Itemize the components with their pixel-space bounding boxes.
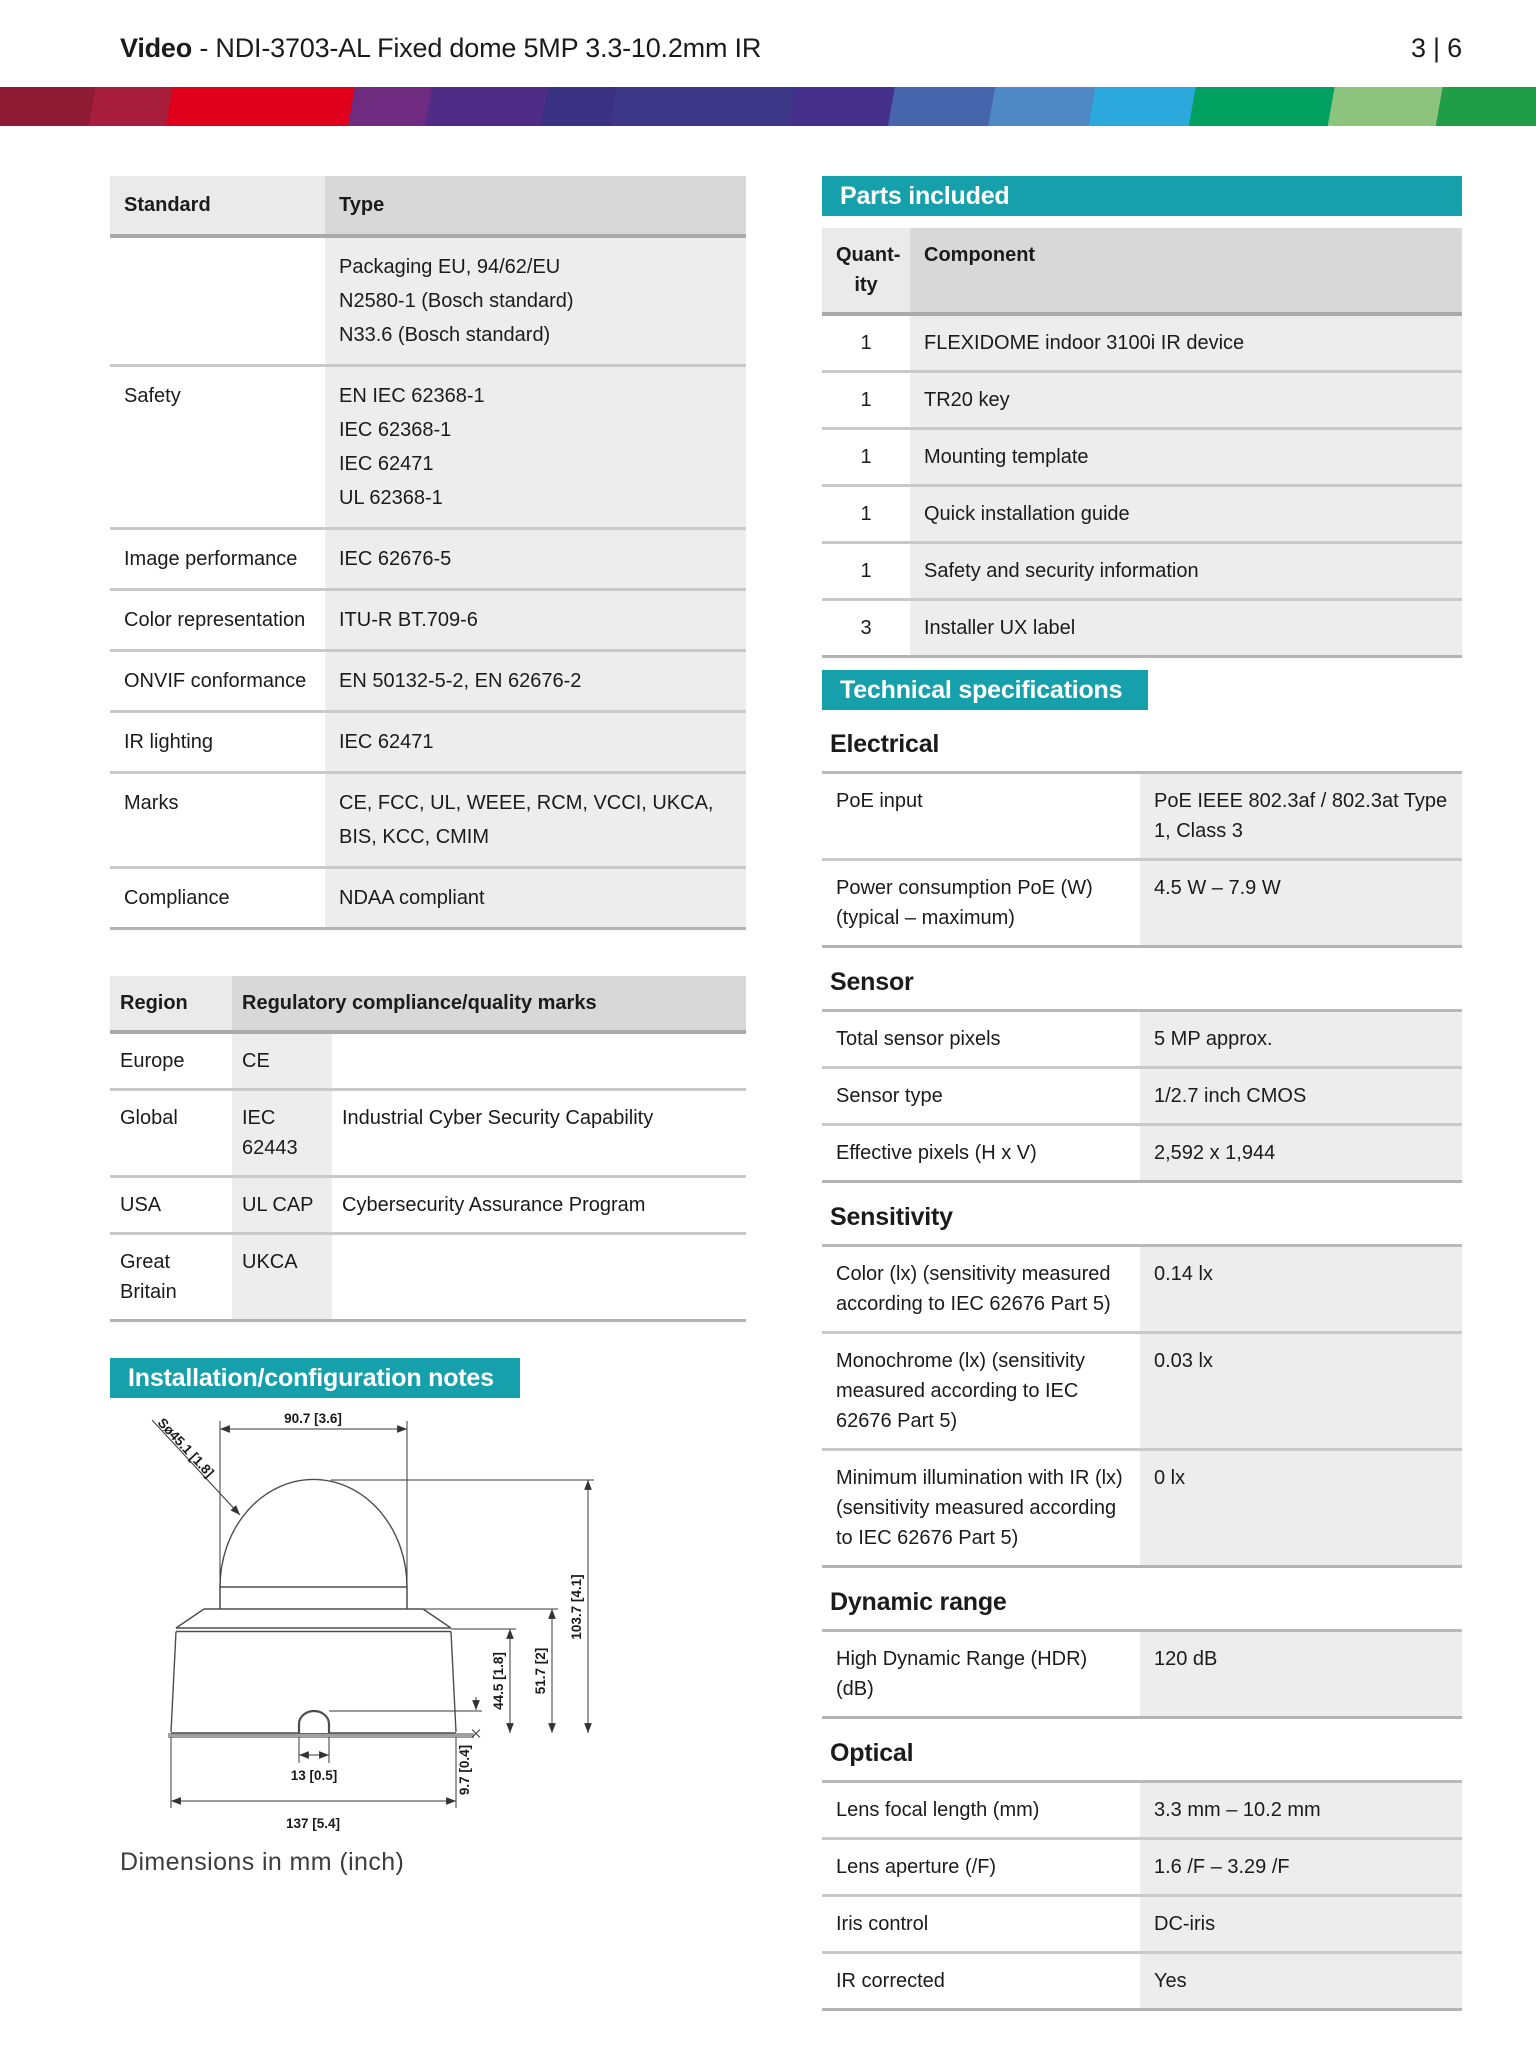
spec-table-dynamic-range [822,1629,1462,1719]
part-quantity: 1 [860,560,872,582]
dimension-lines [152,1420,594,1808]
dim-body-height: 44.5 [1.8] [491,1652,506,1710]
row-value: EN 50132-5-2, EN 62676-2 [325,652,746,710]
spec-label: Color (lx) (sensitivity measured according to IEC 62676 Part 5) [836,1263,1111,1315]
spec-value: 120 dB [1140,1632,1462,1716]
region-mark: UKCA [232,1235,332,1319]
spec-label: IR corrected [836,1970,945,1992]
section-heading-dynamic-range: Dynamic range [830,1588,1007,1616]
page-number: 3 | 6 [1410,33,1462,63]
parts-included-band: Parts included [822,176,1462,216]
region-mark: CE [232,1034,332,1088]
table-row [110,652,746,713]
dim-dome-diameter: Sø45.1 [1.8] [154,1415,217,1481]
row-value: ITU-R BT.709-6 [325,591,746,649]
part-quantity: 1 [860,446,872,468]
spec-value: 5 MP approx. [1140,1012,1462,1066]
table-row [110,591,746,652]
spec-value: 2,592 x 1,944 [1140,1126,1462,1180]
table-row [110,1091,746,1178]
brand-stripe [0,87,1536,126]
table-row [110,774,746,869]
table-row [110,713,746,774]
spec-row [822,1012,1462,1069]
spec-row [822,774,1462,861]
row-value: IEC 62471 [325,713,746,771]
dim-dome-width: 90.7 [3.6] [284,1412,342,1426]
spec-row [822,1451,1462,1568]
dim-total-height: 103.7 [4.1] [569,1574,584,1640]
section-heading-electrical: Electrical [830,730,940,758]
spec-label: Total sensor pixels [836,1028,1001,1050]
spec-value: PoE IEEE 802.3af / 802.3at Type 1, Class 3 [1140,774,1462,858]
parts-table-header [822,228,1462,316]
column-header: Type [325,176,746,234]
spec-row [822,1954,1462,2011]
spec-row [822,1247,1462,1334]
spec-row [822,1069,1462,1126]
spec-row [822,1632,1462,1719]
spec-value: 4.5 W – 7.9 W [1140,861,1462,945]
part-component: Quick installation guide [910,487,1462,541]
row-label: Safety [124,385,181,407]
spec-value: 3.3 mm – 10.2 mm [1140,1783,1462,1837]
table-row [110,530,746,591]
dim-base-height: 9.7 [0.4] [457,1744,472,1796]
dim-cable-width: 13 [0.5] [290,1768,338,1783]
document-product-name: - NDI-3703-AL Fixed dome 5MP 3.3-10.2mm IR [199,33,762,63]
region-mark: UL CAP [232,1178,332,1232]
installation-notes-band: Installation/configuration notes [110,1358,520,1398]
part-component: Installer UX label [910,601,1462,655]
technical-specifications-band: Technical specifications [822,670,1148,710]
column-header-component: Component [910,228,1462,312]
part-quantity: 3 [860,617,872,639]
row-label [110,238,325,364]
spec-label: PoE input [836,790,923,812]
spec-label: Lens aperture (/F) [836,1856,997,1878]
part-quantity: 1 [860,332,872,354]
section-heading-sensitivity: Sensitivity [830,1203,953,1231]
region-description [332,1034,746,1088]
row-value: CE, FCC, UL, WEEE, RCM, VCCI, UKCA, BIS, KCC, CMIM [325,774,746,866]
parts-table [822,228,1462,658]
region-name: Europe [120,1050,185,1072]
row-label: Color representation [124,609,306,631]
standards-table-header [110,176,746,238]
row-label: ONVIF conformance [124,670,307,692]
region-mark: IEC 62443 [232,1091,332,1175]
spec-label: Monochrome (lx) (sensitivity measured according to IEC 62676 Part 5) [836,1350,1085,1432]
dimension-drawing [112,1412,742,1844]
region-description: Cybersecurity Assurance Program [342,1194,646,1216]
table-row [822,601,1462,658]
spec-label: Iris control [836,1913,929,1935]
column-header: Standard [110,176,325,234]
part-quantity: 1 [860,503,872,525]
spec-label: Minimum illumination with IR (lx) (sensitivity measured according to IEC 62676 Part 5) [836,1467,1123,1549]
left-column [110,176,746,1877]
dim-upper-height: 51.7 [2] [533,1647,548,1695]
column-header-quantity: Quant- ity [822,228,910,312]
spec-label: High Dynamic Range (HDR) (dB) [836,1648,1088,1700]
region-name: USA [120,1194,162,1216]
section-heading-sensor: Sensor [830,968,914,996]
table-row [822,430,1462,487]
column-header: Region [110,976,232,1030]
region-description [332,1235,746,1319]
table-row [822,373,1462,430]
section-heading-optical: Optical [830,1739,914,1767]
table-row [822,316,1462,373]
spec-row [822,1126,1462,1183]
spec-table-optical [822,1780,1462,2011]
part-component: FLEXIDOME indoor 3100i IR device [910,316,1462,370]
spec-row [822,861,1462,948]
table-row [110,1178,746,1235]
row-value: NDAA compliant [325,869,746,927]
right-column [822,176,1462,2011]
column-header: Regulatory compliance/quality marks [232,976,746,1030]
standards-table [110,176,746,930]
table-row [110,1034,746,1091]
table-row [110,1235,746,1322]
spec-value: DC-iris [1140,1897,1462,1951]
spec-value: Yes [1140,1954,1462,2008]
table-row [822,544,1462,601]
table-row [110,238,746,367]
row-label: Marks [124,792,179,814]
part-component: TR20 key [910,373,1462,427]
regions-table [110,976,746,1322]
dim-base-width: 137 [5.4] [285,1816,341,1831]
row-label: Image performance [124,548,298,570]
spec-table-electrical [822,771,1462,948]
row-label: IR lighting [124,731,213,753]
spec-value: 0.14 lx [1140,1247,1462,1331]
row-values: Packaging EU, 94/62/EU N2580-1 (Bosch standard) N33.6 (Bosch standard) [325,238,746,364]
row-label: Compliance [124,887,230,909]
document-header [120,33,1462,64]
spec-row [822,1840,1462,1897]
table-row [110,367,746,530]
region-name: Global [120,1107,178,1129]
spec-value: 0 lx [1140,1451,1462,1565]
spec-value: 1.6 /F – 3.29 /F [1140,1840,1462,1894]
spec-table-sensor [822,1009,1462,1183]
camera-outline [168,1479,474,1735]
part-component: Safety and security information [910,544,1462,598]
spec-row [822,1897,1462,1954]
table-row [822,487,1462,544]
row-values: EN IEC 62368-1 IEC 62368-1 IEC 62471 UL 62368-1 [325,367,746,527]
part-quantity: 1 [860,389,872,411]
document-category: Video [120,33,193,63]
region-description: Industrial Cyber Security Capability [342,1107,654,1129]
part-component: Mounting template [910,430,1462,484]
document-title [120,33,761,64]
spec-label: Effective pixels (H x V) [836,1142,1037,1164]
table-row [110,869,746,930]
regions-table-header [110,976,746,1034]
spec-label: Sensor type [836,1085,943,1107]
spec-value: 0.03 lx [1140,1334,1462,1448]
row-value: IEC 62676-5 [325,530,746,588]
spec-label: Power consumption PoE (W) (typical – maximum) [836,877,1093,929]
spec-row [822,1334,1462,1451]
spec-label: Lens focal length (mm) [836,1799,1040,1821]
dimensions-caption: Dimensions in mm (inch) [120,1848,405,1876]
region-name: Great Britain [120,1251,177,1303]
spec-value: 1/2.7 inch CMOS [1140,1069,1462,1123]
spec-row [822,1783,1462,1840]
spec-table-sensitivity [822,1244,1462,1568]
